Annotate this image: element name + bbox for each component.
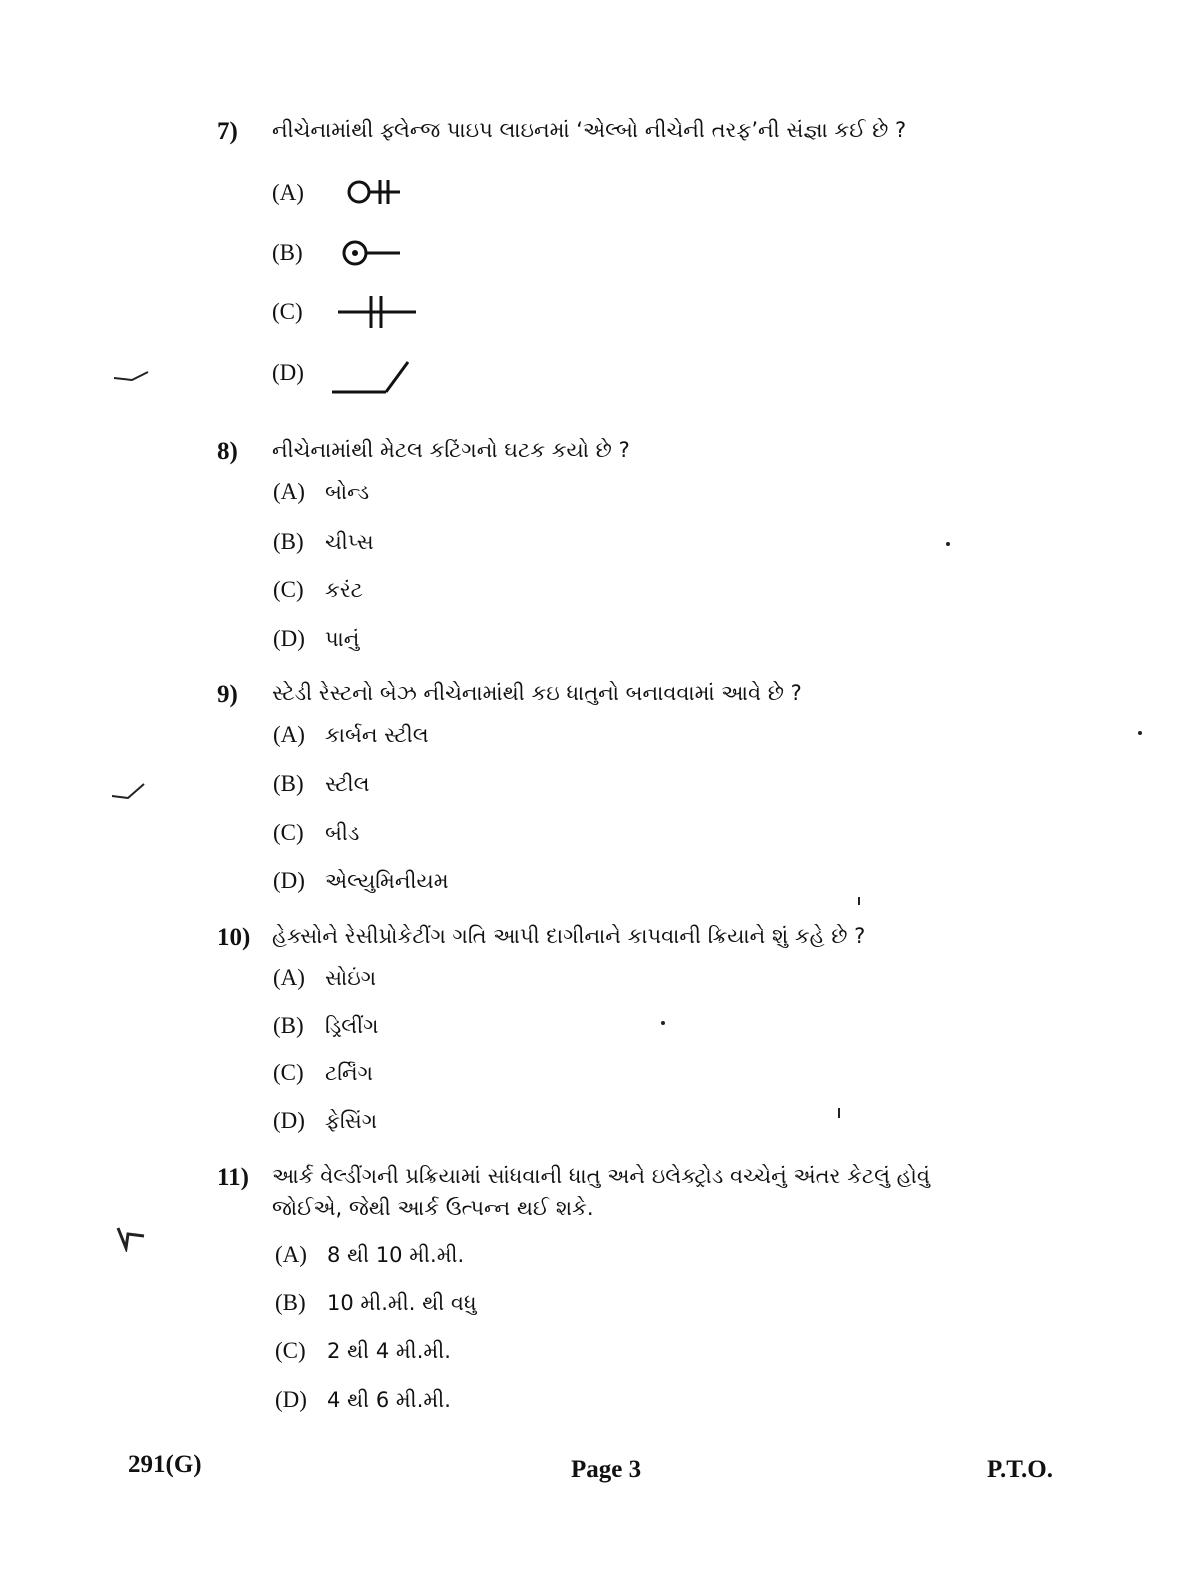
scan-mark	[112, 366, 152, 388]
scan-speck	[1138, 731, 1142, 735]
pto-label: P.T.O.	[987, 1456, 1053, 1483]
question-7-option-c	[272, 297, 324, 327]
question-9-option-c: (C) બીડ	[273, 820, 360, 845]
option-letter: (D)	[272, 360, 304, 385]
question-10-number: 10)	[217, 924, 251, 951]
scan-mark	[110, 780, 150, 810]
question-10-text: હેક્સોને રેસીપ્રોકેટીંગ ગતિ આપી દાગીનાને કાપવાની ક્રિયાને શું કહે છે ?	[272, 924, 866, 948]
question-10-option-a: (A) સોઇંગ	[273, 965, 377, 990]
scan-speck	[838, 1108, 840, 1118]
question-10-option-c: (C) ટર્નિંગ	[273, 1060, 373, 1085]
scan-mark	[112, 1224, 148, 1252]
question-8-option-a: (A) બોન્ડ	[273, 479, 370, 504]
question-11-text: આર્ક વેલ્ડીંગની પ્રક્રિયામાં સાંધવાની ધાતુ અને ઇલેક્ટ્રોડ વચ્ચેનું અંતર કેટલું હોવું જોઈએ, જેથી આર્ક ઉત્પન્ન થઈ શકે.	[272, 1164, 930, 1220]
line-double-bar-symbol	[336, 292, 420, 332]
question-9-number: 9)	[217, 681, 238, 708]
question-9-option-b: (B) સ્ટીલ	[273, 771, 370, 796]
dotted-circle-line-symbol	[340, 238, 404, 268]
circle-double-bar-symbol	[342, 176, 404, 208]
question-10-option-d: (D) ફેસિંગ	[273, 1108, 378, 1133]
option-letter: (C)	[272, 299, 303, 324]
paper-code: 291(G)	[128, 1451, 202, 1478]
scan-speck	[946, 542, 950, 546]
question-8-option-d: (D) પાનું	[273, 626, 360, 651]
question-7-option-b	[272, 238, 324, 268]
question-7-option-a	[272, 178, 324, 208]
question-9-text: સ્ટેડી રેસ્ટનો બેઝ નીચેનામાંથી કઇ ધાતુનો બનાવવામાં આવે છે ?	[272, 681, 802, 705]
question-8-text: નીચેનામાંથી મેટલ કટિંગનો ઘટક કયો છે ?	[272, 438, 630, 462]
scan-speck	[661, 1021, 665, 1025]
question-8-option-c: (C) કરંટ	[273, 577, 363, 602]
question-11-number: 11)	[217, 1164, 249, 1191]
page-number: Page 3	[571, 1456, 642, 1483]
question-11-option-c: (C) 2 થી 4 મી.મી.	[275, 1338, 451, 1363]
question-10-option-b: (B) ડ્રિલીંગ	[273, 1013, 379, 1038]
option-letter: (A)	[272, 180, 304, 205]
line-slash-symbol	[330, 356, 414, 396]
scan-speck	[858, 897, 860, 905]
question-8-option-b: (B) ચીપ્સ	[273, 529, 374, 554]
option-letter: (B)	[272, 240, 303, 265]
question-11-option-a: (A) 8 થી 10 મી.મી.	[275, 1242, 465, 1267]
question-7-text: નીચેનામાંથી ફ્લેન્જ પાઇપ લાઇનમાં ‘એલ્બો નીચેની તરફ’ની સંજ્ઞા કઈ છે ?	[272, 118, 907, 142]
question-11-option-d: (D) 4 થી 6 મી.મી.	[275, 1387, 451, 1412]
question-8-number: 8)	[217, 438, 238, 465]
question-11-option-b: (B) 10 મી.મી. થી વધુ	[275, 1290, 477, 1315]
question-7-option-d	[272, 358, 324, 388]
question-7-number: 7)	[217, 118, 238, 145]
question-9-option-d: (D) એલ્યુમિનીયમ	[273, 868, 449, 893]
question-9-option-a: (A) કાર્બન સ્ટીલ	[273, 722, 429, 747]
